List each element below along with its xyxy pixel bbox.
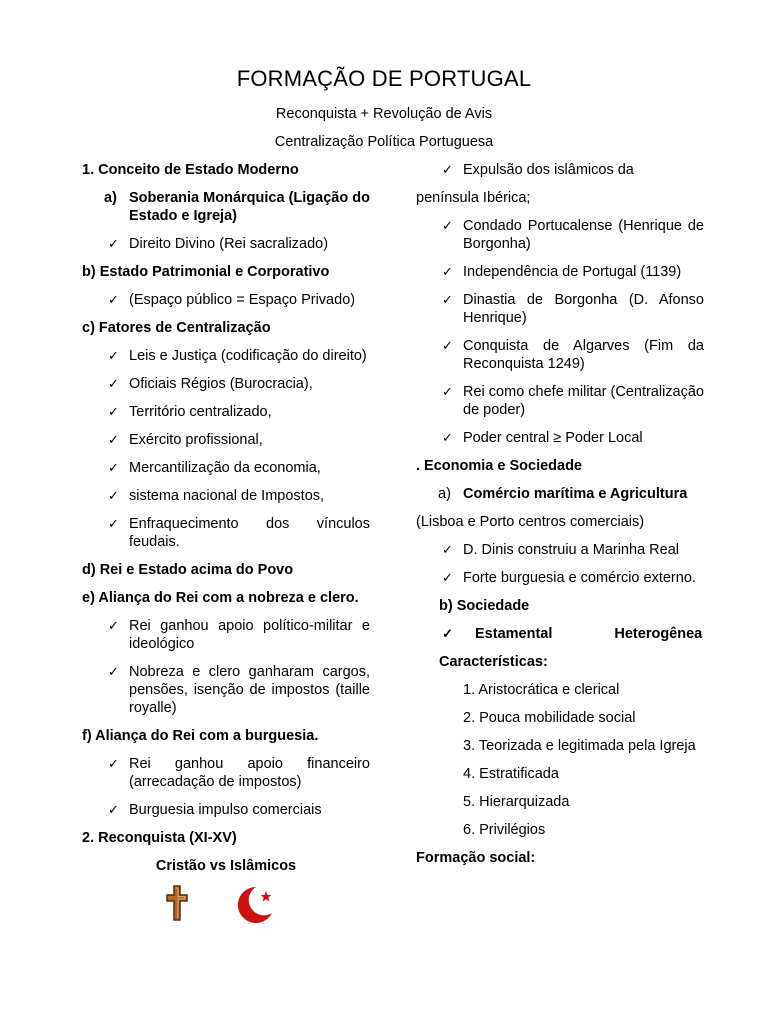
list-item-text: Comércio marítima e Agricultura — [463, 486, 688, 502]
check-item: ✓ Conquista de Algarves (Fim da Reconquista 1249) — [416, 337, 704, 373]
check-item-estamental: ✓ Estamental Heterogênea — [416, 625, 704, 643]
section-heading-conceito: 1. Conceito de Estado Moderno — [82, 162, 299, 178]
check-item: ✓ Dinastia de Borgonha (D. Afonso Henrique) — [416, 291, 704, 327]
check-item: ✓ Leis e Justiça (codificação do direito) — [82, 347, 370, 365]
check-item: ✓ Independência de Portugal (1139) — [416, 263, 704, 281]
characteristic-item: 1. Aristocrática e clerical — [463, 682, 620, 698]
section-heading-rei-estado: d) Rei e Estado acima do Povo — [82, 562, 294, 578]
cristao-vs-islamicos: Cristão vs Islâmicos — [155, 858, 297, 874]
characteristic-item: 2. Pouca mobilidade social — [463, 710, 636, 726]
check-item: ✓ Oficiais Régios (Burocracia), — [82, 375, 370, 393]
list-item-text: Soberania Monárquica (Ligação do Estado e Igreja) — [129, 190, 370, 224]
section-heading-alianca-burguesia: f) Aliança do Rei com a burguesia. — [82, 728, 319, 744]
list-item-soberania — [82, 189, 370, 225]
check-item: ✓ (Espaço público = Espaço Privado) — [82, 291, 370, 309]
check-item: ✓ Rei como chefe militar (Centralização de poder) — [416, 383, 704, 419]
list-marker: a) — [438, 486, 451, 502]
subtitle-reconquista: Reconquista + Revolução de Avis — [275, 106, 493, 122]
check-item: ✓ Rei ganhou apoio financeiro (arrecadação de impostos) — [82, 755, 370, 791]
crescent-star-icon — [236, 885, 276, 925]
check-item: ✓ Território centralizado, — [82, 403, 370, 421]
check-item: ✓ Nobreza e clero ganharam cargos, pensões, isenção de impostos (taille royalle) — [82, 663, 370, 717]
characteristic-item: 3. Teorizada e legitimada pela Igreja — [463, 738, 696, 754]
right-column — [416, 161, 704, 877]
section-heading-reconquista: 2. Reconquista (XI-XV) — [82, 830, 237, 846]
section-heading-alianca-nobreza: e) Aliança do Rei com a nobreza e clero. — [82, 590, 359, 606]
left-column — [82, 161, 370, 929]
characteristic-item: 4. Estratificada — [463, 766, 559, 782]
check-item: ✓ Rei ganhou apoio político-militar e ideológico — [82, 617, 370, 653]
check-item: ✓ sistema nacional de Impostos, — [82, 487, 370, 505]
section-heading-patrimonial: b) Estado Patrimonial e Corporativo — [82, 264, 330, 280]
document-title: FORMAÇÃO DE PORTUGAL — [236, 66, 532, 91]
section-heading-sociedade: b) Sociedade — [439, 598, 530, 614]
list-item-comercio — [416, 485, 704, 503]
check-item: ✓ Poder central ≥ Poder Local — [416, 429, 704, 447]
check-item: ✓ Exército profissional, — [82, 431, 370, 449]
check-item: ✓ Direito Divino (Rei sacralizado) — [82, 235, 370, 253]
characteristic-item: 5. Hierarquizada — [463, 794, 570, 810]
caracteristicas-heading: Características: — [439, 654, 548, 670]
check-item: ✓ Enfraquecimento dos vínculos feudais. — [82, 515, 370, 551]
check-item: ✓ Mercantilização da economia, — [82, 459, 370, 477]
section-heading-fatores: c) Fatores de Centralização — [82, 320, 271, 336]
check-item: ✓ Condado Portucalense (Henrique de Borgonha) — [416, 217, 704, 253]
religion-icons — [82, 885, 370, 929]
cross-icon — [166, 885, 188, 921]
section-heading-economia: . Economia e Sociedade — [416, 458, 582, 474]
lisboa-porto-text: (Lisboa e Porto centros comerciais) — [416, 514, 645, 530]
check-item: ✓ D. Dinis construiu a Marinha Real — [416, 541, 704, 559]
subtitle-centralizacao: Centralização Política Portuguesa — [274, 134, 494, 150]
check-item: ✓ Burguesia impulso comerciais — [82, 801, 370, 819]
check-item: ✓ Forte burguesia e comércio externo. — [416, 569, 704, 587]
characteristic-item: 6. Privilégios — [463, 822, 546, 838]
continuation-text: península Ibérica; — [416, 190, 531, 206]
list-marker: a) — [104, 190, 117, 206]
formacao-social-heading: Formação social: — [416, 850, 536, 866]
check-item: ✓ Expulsão dos islâmicos da — [416, 161, 704, 179]
